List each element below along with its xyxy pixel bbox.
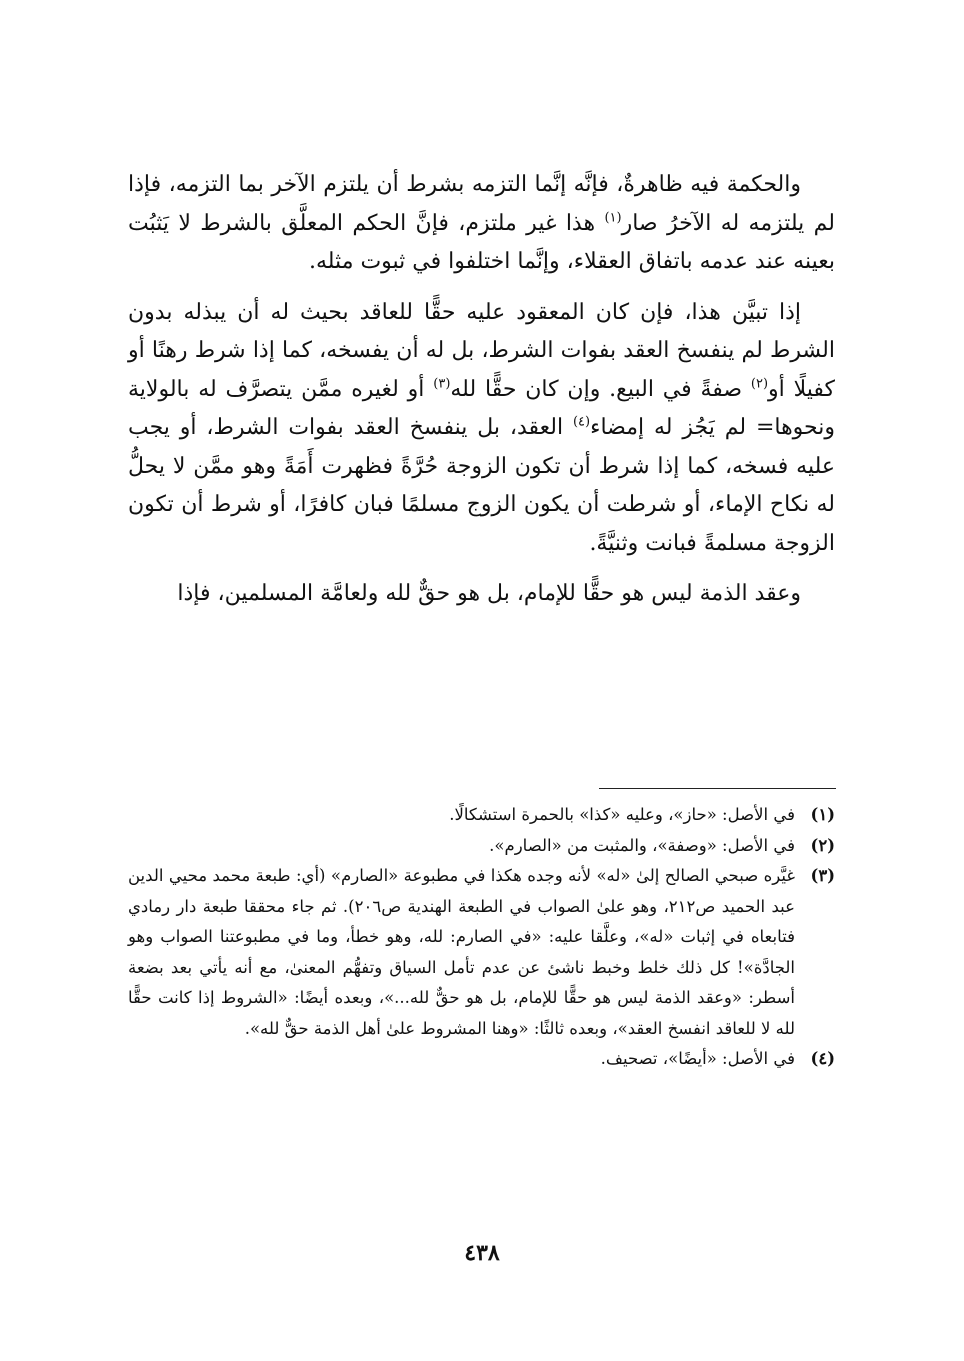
footnote-text: غيَّره صبحي الصالح إلىٰ «له» لأنه وجده هكذا في مطبوعة «الصارم» (أي: طبعة محمد محيي الدين عبد الحميد ص٢١٢، وهو علىٰ الصواب في الطبعة الهندية ص٢٠٦). ثم جاء محققا طبعة دار رمادي فتابعاه في إثبات «له»، وعلَّقا عليه: «في الصارم: لله، وهو خطأ، وما في مطبوعتنا الصواب وهو الجادَّة»! كل ذلك خلط وخبط ناشئ عن عدم تأمل السياق وتفهُّم المعنىٰ، مع أنه يأتي بعد بضعة أسطر: «وعقد الذمة ليس هو حقًّا للإمام، بل هو حقٌّ لله...»، وبعده أيضًا: «الشروط إذا كانت حقًّا لله لا للعاقد انفسخ العقد»، وبعده ثالثًا: «وهنا المشروط علىٰ أهل الذمة حقٌّ لله». [128,866,795,1038]
paragraph [128,166,835,282]
footnote [128,861,835,1044]
text-segment: أو لغيره ممَّن يتصرَّف له بالولاية ونحوها= لم يَجُز له إمضاء [128,376,835,440]
footnote [128,800,835,831]
footnote-number: (١) [810,805,835,824]
paragraph [128,294,835,564]
footnote-text: في الأصل: «أيضًا»، تصحيف. [600,1049,795,1068]
footnote [128,1044,835,1075]
footnote-number: (٤) [810,1049,835,1068]
text-segment: العقد، بل ينفسخ العقد بفوات الشرط، أو يجب عليه فسخه، كما إذا شرط أن تكون الزوجة حُرَّةً فظهرت أَمَةً وهو ممَّن لا يحلُّ له نكاح الإماء، أو شرطت أن يكون الزوج مسلمًا فبان كافرًا، أو شرط أن تكون الزوجة مسلمةً فبانت وثنيَّةً. [128,415,835,556]
text-segment: إذا تبيَّن هذا، فإن كان المعقود عليه حقًّا للعاقد بحيث له أن يبذله بدون الشرط لم ينفسخ العقد بفوات الشرط، بل له أن يفسخه، كما إذا شرط رهنًا أو كفيلًا أو [128,299,835,402]
footnote-text: في الأصل: «حاز»، وعليه «كذا» بالحمرة استشكالًا. [449,805,795,824]
paragraph [128,575,835,614]
footnote-number: (٢) [810,835,835,855]
footnote-ref: (٤) [572,414,591,430]
footnote-number: (٣) [810,866,835,885]
footnote-divider [599,788,836,789]
text-segment: هذا غير ملتزم، فإنَّ الحكم المعلَّق بالشرط لا يَثبُت بعينه عند عدمه باتفاق العقلاء، وإنَّما اختلفوا في ثبوت مثله. [128,210,835,274]
text-segment: وعقد الذمة ليس هو حقًّا للإمام، بل هو حقٌّ لله ولعامَّة المسلمين، فإذا [177,581,801,606]
main-text [128,166,835,626]
text-segment: صفةً في البيع. وإن كان حقًّا لله [450,376,751,402]
footnote-ref: (١) [604,210,622,226]
footnotes [128,800,835,1075]
footnote-ref: (٢) [750,376,769,392]
footnote-ref: (٣) [433,376,451,392]
footnote [128,831,835,862]
page-number: ٤٣٨ [464,1240,500,1266]
text-segment: والحكمة فيه ظاهرةٌ، فإنَّه إنَّما التزمه بشرط أن يلتزم الآخر بما التزمه، فإذا لم يلتزمه له الآخرُ صار [128,172,835,236]
footnote-text: في الأصل: «وصفة»، والمثبت من «الصارم». [489,835,795,855]
